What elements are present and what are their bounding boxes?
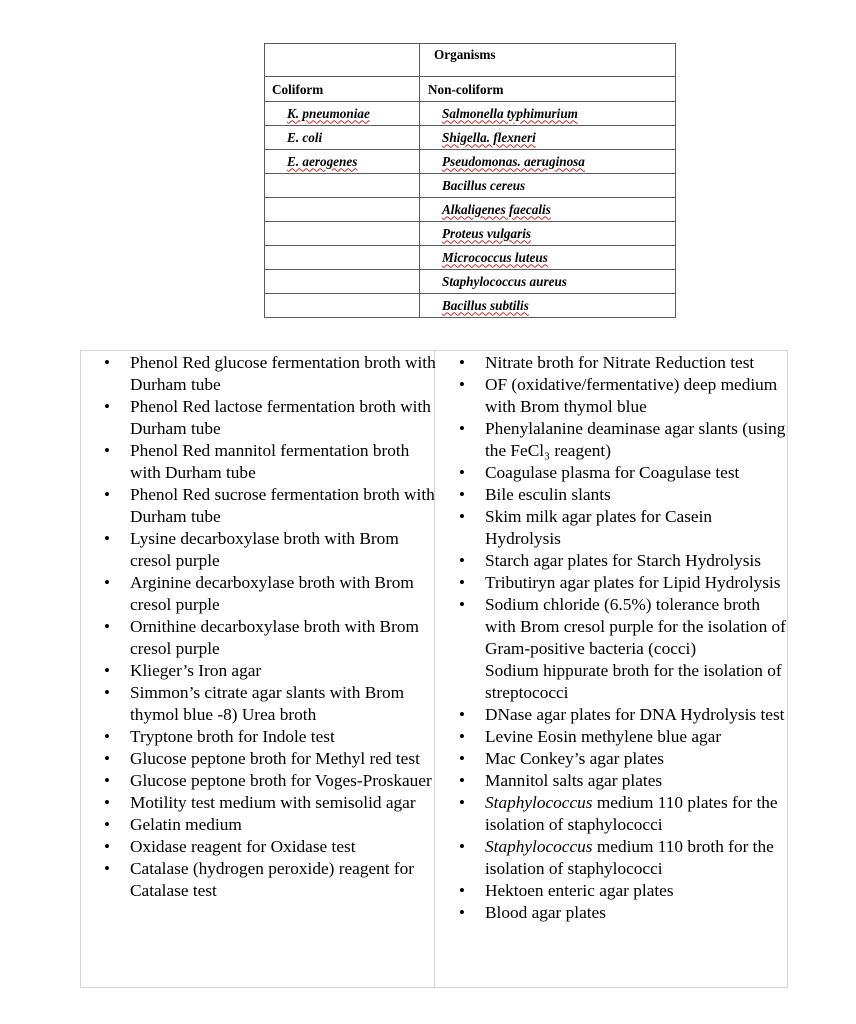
organisms-title: Organisms [420, 44, 676, 77]
bullet-icon: • [104, 617, 110, 636]
media-text: Glucose peptone broth for Methyl red test [130, 749, 420, 768]
coliform-header: Coliform [265, 77, 420, 102]
list-item [104, 858, 436, 902]
bullet-icon: • [459, 793, 465, 812]
list-item [459, 770, 791, 792]
list-item [104, 660, 436, 682]
table-row [265, 150, 676, 174]
bullet-icon: • [459, 837, 465, 856]
media-text: Tributiryn agar plates for Lipid Hydrolysis [485, 573, 781, 592]
list-item [459, 704, 791, 726]
media-text: Mannitol salts agar plates [485, 771, 663, 790]
coliform-cell [265, 174, 420, 198]
coliform-cell [265, 126, 420, 150]
noncoliform-name: Bacillus cereus [442, 177, 526, 193]
noncoliform-name: Micrococcus luteus [442, 249, 548, 265]
media-text: Gelatin medium [130, 815, 242, 834]
media-text: Starch agar plates for Starch Hydrolysis [485, 551, 761, 570]
bullet-icon: • [104, 397, 110, 416]
noncoliform-name: Salmonella typhimurium [442, 105, 578, 121]
media-text: Glucose peptone broth for Voges-Proskauer [130, 771, 432, 790]
table-row [265, 222, 676, 246]
list-item [104, 484, 436, 528]
left-media-list [104, 352, 436, 902]
media-text: Mac Conkey’s agar plates [485, 749, 664, 768]
list-item [459, 484, 791, 506]
table-row [265, 102, 676, 126]
media-text: medium 110 plates for the isolation of staphylococci [485, 793, 778, 834]
bullet-icon: • [104, 859, 110, 878]
coliform-cell [265, 150, 420, 174]
media-text: Phenol Red glucose fermentation broth with Durham tube [130, 353, 436, 394]
noncoliform-name: Staphylococcus aureus [442, 273, 567, 289]
bullet-icon: • [459, 419, 465, 438]
noncoliform-cell [420, 174, 676, 198]
coliform-cell [265, 294, 420, 318]
coliform-name: E. aerogenes [287, 153, 358, 169]
media-text: Phenol Red mannitol fermentation broth with Durham tube [130, 441, 410, 482]
organisms-table [264, 43, 676, 318]
noncoliform-cell [420, 102, 676, 126]
media-text: Hektoen enteric agar plates [485, 881, 674, 900]
right-media-list [459, 352, 791, 924]
list-item [104, 836, 436, 858]
list-item [459, 374, 791, 418]
coliform-cell [265, 222, 420, 246]
noncoliform-header: Non-coliform [420, 77, 676, 102]
list-item [104, 616, 436, 660]
bullet-icon: • [459, 903, 465, 922]
media-text: Motility test medium with semisolid agar [130, 793, 416, 812]
list-item [485, 660, 791, 704]
list-item [459, 418, 791, 462]
list-item [104, 726, 436, 748]
noncoliform-name: Shigella. flexneri [442, 129, 536, 145]
media-text: medium 110 broth for the isolation of staphylococci [485, 837, 774, 878]
bullet-icon: • [459, 595, 465, 614]
bullet-icon: • [459, 353, 465, 372]
noncoliform-name: Alkaligenes faecalis [442, 201, 551, 217]
bullet-icon: • [459, 551, 465, 570]
bullet-icon: • [104, 683, 110, 702]
media-text: Lysine decarboxylase broth with Brom cresol purple [130, 529, 399, 570]
bullet-icon: • [459, 463, 465, 482]
bullet-icon: • [104, 661, 110, 680]
list-item [104, 572, 436, 616]
bullet-icon: • [104, 749, 110, 768]
noncoliform-name: Bacillus subtilis [442, 297, 529, 313]
media-text: Sodium hippurate broth for the isolation of streptococci [485, 661, 782, 702]
bullet-icon: • [459, 705, 465, 724]
header-empty-cell [265, 44, 420, 77]
table-row [265, 294, 676, 318]
bullet-icon: • [104, 573, 110, 592]
table-row [265, 126, 676, 150]
italic-genus: Staphylococcus [485, 793, 593, 812]
media-text: Coagulase plasma for Coagulase test [485, 463, 740, 482]
media-text: Levine Eosin methylene blue agar [485, 727, 722, 746]
list-item [459, 462, 791, 484]
coliform-name: E. coli [287, 129, 323, 145]
bullet-icon: • [104, 837, 110, 856]
media-text: Phenylalanine deaminase agar slants (using the FeCl₃ reagent) [485, 419, 786, 460]
media-text: Skim milk agar plates for Casein Hydrolysis [485, 507, 713, 548]
bullet-icon: • [459, 507, 465, 526]
bullet-icon: • [104, 485, 110, 504]
list-item [104, 682, 436, 726]
list-item [104, 352, 436, 396]
table-row [265, 174, 676, 198]
list-item [459, 748, 791, 770]
bullet-icon: • [104, 353, 110, 372]
list-item [459, 792, 791, 836]
noncoliform-cell [420, 246, 676, 270]
bullet-icon: • [459, 749, 465, 768]
list-item [459, 836, 791, 880]
media-text: Klieger’s Iron agar [130, 661, 262, 680]
bullet-icon: • [459, 881, 465, 900]
noncoliform-name: Pseudomonas. aeruginosa [442, 153, 585, 169]
noncoliform-cell [420, 270, 676, 294]
media-text: OF (oxidative/fermentative) deep medium with Brom thymol blue [485, 375, 778, 416]
list-item [104, 770, 436, 792]
bullet-icon: • [104, 815, 110, 834]
media-text: Arginine decarboxylase broth with Brom cresol purple [130, 573, 414, 614]
coliform-name: K. pneumoniae [287, 105, 370, 121]
media-text: Sodium chloride (6.5%) tolerance broth with Brom cresol purple for the isolation of Gram-positive bacteria (cocci) [485, 595, 786, 658]
coliform-cell [265, 102, 420, 126]
media-text: Catalase (hydrogen peroxide) reagent for Catalase test [130, 859, 415, 900]
table-row [265, 270, 676, 294]
media-text: Tryptone broth for Indole test [130, 727, 335, 746]
noncoliform-cell [420, 126, 676, 150]
table-subheader-row [265, 77, 676, 102]
bullet-icon: • [459, 573, 465, 592]
noncoliform-cell [420, 198, 676, 222]
noncoliform-name: Proteus vulgaris [442, 225, 532, 241]
list-item [459, 572, 791, 594]
noncoliform-cell [420, 222, 676, 246]
noncoliform-cell [420, 294, 676, 318]
list-item [104, 396, 436, 440]
bullet-icon: • [104, 771, 110, 790]
media-text: DNase agar plates for DNA Hydrolysis test [485, 705, 785, 724]
media-text: Oxidase reagent for Oxidase test [130, 837, 356, 856]
media-text: Bile esculin slants [485, 485, 611, 504]
list-item [459, 726, 791, 748]
bullet-icon: • [459, 771, 465, 790]
table-row [265, 246, 676, 270]
list-item [459, 506, 791, 550]
coliform-cell [265, 246, 420, 270]
noncoliform-cell [420, 150, 676, 174]
list-item [459, 594, 791, 660]
table-row [265, 198, 676, 222]
media-text: Nitrate broth for Nitrate Reduction test [485, 353, 755, 372]
list-item [104, 528, 436, 572]
media-text: Ornithine decarboxylase broth with Brom cresol purple [130, 617, 419, 658]
bullet-icon: • [104, 529, 110, 548]
list-item [459, 550, 791, 572]
list-item [104, 814, 436, 836]
bullet-icon: • [104, 441, 110, 460]
media-text: Simmon’s citrate agar slants with Brom thymol blue -8) Urea broth [130, 683, 405, 724]
bullet-icon: • [459, 485, 465, 504]
list-item [104, 792, 436, 814]
coliform-cell [265, 270, 420, 294]
bullet-icon: • [104, 727, 110, 746]
list-item [459, 902, 791, 924]
media-text: Phenol Red lactose fermentation broth with Durham tube [130, 397, 431, 438]
italic-genus: Staphylococcus [485, 837, 593, 856]
bullet-icon: • [104, 793, 110, 812]
coliform-cell [265, 198, 420, 222]
list-item [104, 440, 436, 484]
table-header-row [265, 44, 676, 77]
media-text: Phenol Red sucrose fermentation broth with Durham tube [130, 485, 435, 526]
list-item [459, 352, 791, 374]
list-item [104, 748, 436, 770]
bullet-icon: • [459, 375, 465, 394]
list-item [459, 880, 791, 902]
bullet-icon: • [459, 727, 465, 746]
media-text: Blood agar plates [485, 903, 606, 922]
